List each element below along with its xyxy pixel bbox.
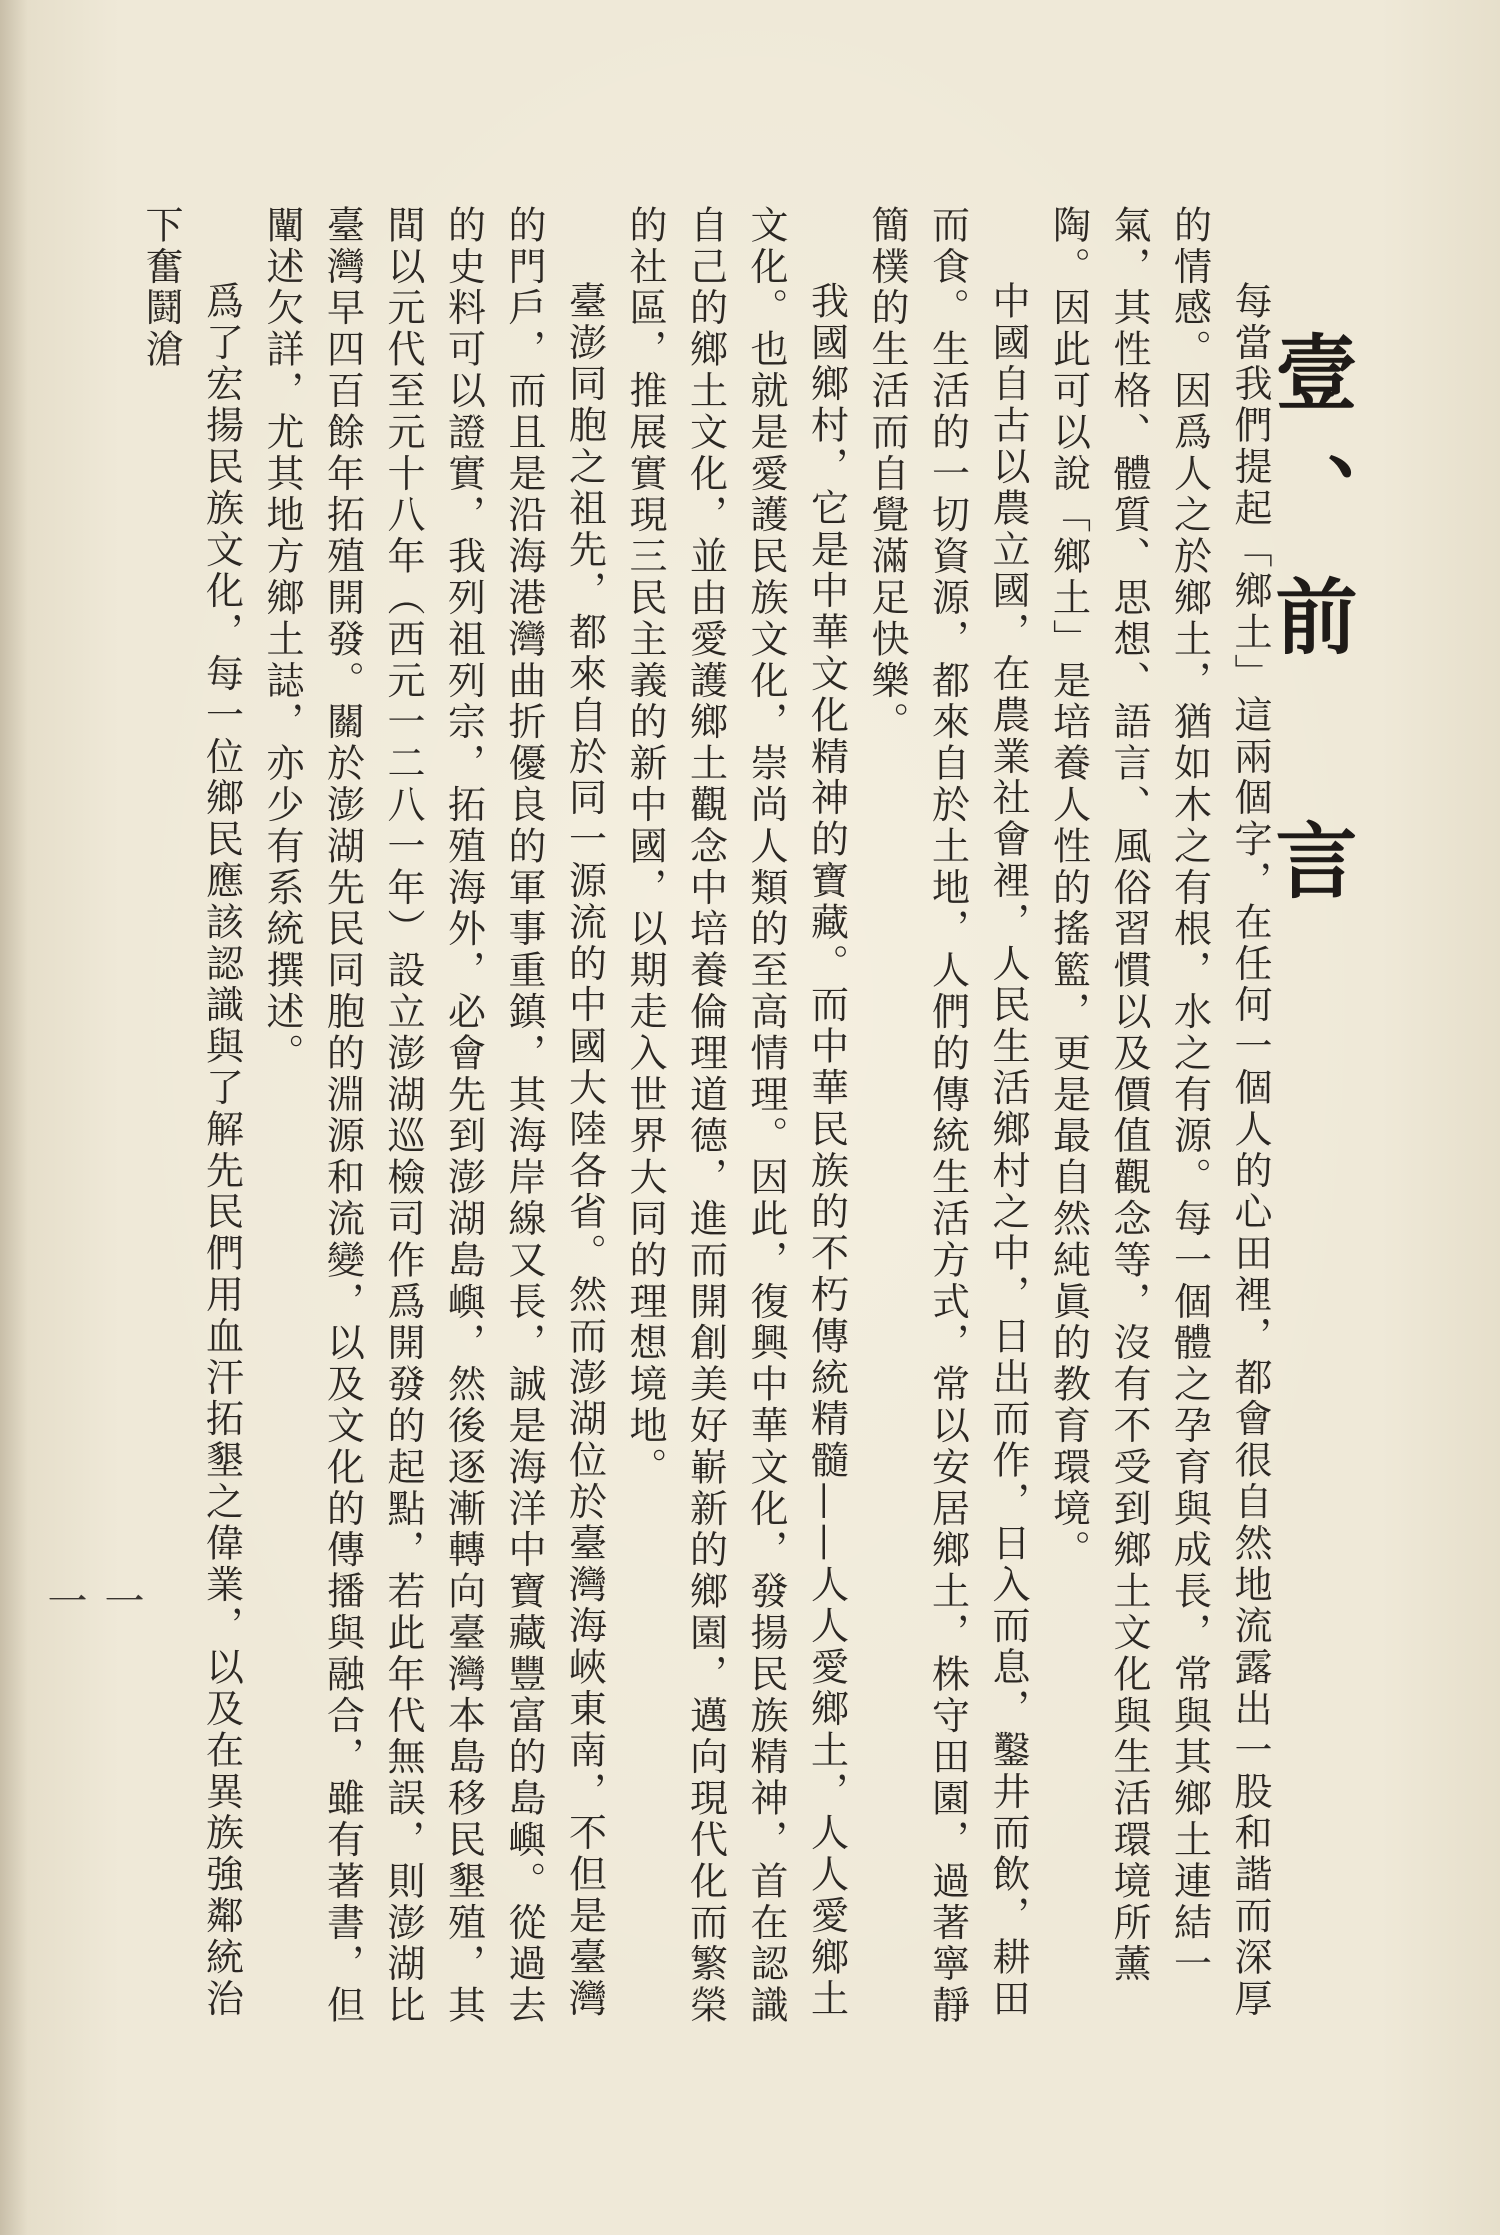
paragraph-4: 臺澎同胞之祖先，都來自於同一源流的中國大陸各省。然而澎湖位於臺灣海峽東南，不但是臺灣的門戶，而且是沿海港灣曲折優良的軍事重鎮，其海岸線又長，誠是海洋中寶藏豐富的島嶼。從過去的史料可以證實，我列祖列宗，拓殖海外，必會先到澎湖島嶼，然後逐漸轉向臺灣本島移民墾殖，其間以元代至元十八年（西元一二八一年）設立澎湖巡檢司作爲開發的起點，若此年代無誤，則澎湖比臺灣早四百餘年拓殖開發。關於澎湖先民同胞的淵源和流變，以及文化的傳播與融合，雖有著書，但闡述欠詳，尤其地方鄉土誌，亦少有系統撰述。 xyxy=(260,205,607,2027)
page-binding-shadow xyxy=(0,0,28,2235)
page-number: 一一 xyxy=(41,1580,144,1650)
paragraph-2: 中國自古以農立國，在農業社會裡，人民生活鄉村之中，日出而作，日入而息，鑿井而飲，耕田而食。生活的一切資源，都來自於土地，人們的傳統生活方式，常以安居鄉土，株守田園，過著寧靜簡樸的生活而自覺滿足快樂。 xyxy=(865,205,1030,2027)
page-title: 壹、前 言 xyxy=(1262,330,1358,940)
paragraph-1: 每當我們提起「鄉土」這兩個字，在任何一個人的心田裡，都會很自然地流露出一股和諧而深厚的情感。因爲人之於鄉土，猶如木之有根，水之有源。每一個體之孕育與成長，常與其鄉土連結一氣，其性格、體質、思想、語言、風俗習慣以及價值觀念等，沒有不受到鄉土文化與生活環境所薰陶。因此可以說「鄉土」是培養人性的搖籃，更是最自然純眞的教育環境。 xyxy=(1046,205,1272,2020)
paragraph-5: 爲了宏揚民族文化，每一位鄉民應該認識與了解先民們用血汗拓墾之偉業，以及在異族強鄰統治下奮鬪滄 xyxy=(139,205,244,2020)
body-text xyxy=(139,205,1280,2035)
paragraph-3: 我國鄉村，它是中華文化精神的寶藏。而中華民族的不朽傳統精髓——人人愛鄉土，人人愛鄉土文化。也就是愛護民族文化，崇尚人類的至高情理。因此，復興中華文化，發揚民族精神，首在認識自己的鄉土文化，並由愛護鄉土觀念中培養倫理道德，進而開創美好嶄新的鄉園，邁向現代化而繁榮的社區，推展實現三民主義的新中國，以期走入世界大同的理想境地。 xyxy=(623,205,849,2027)
